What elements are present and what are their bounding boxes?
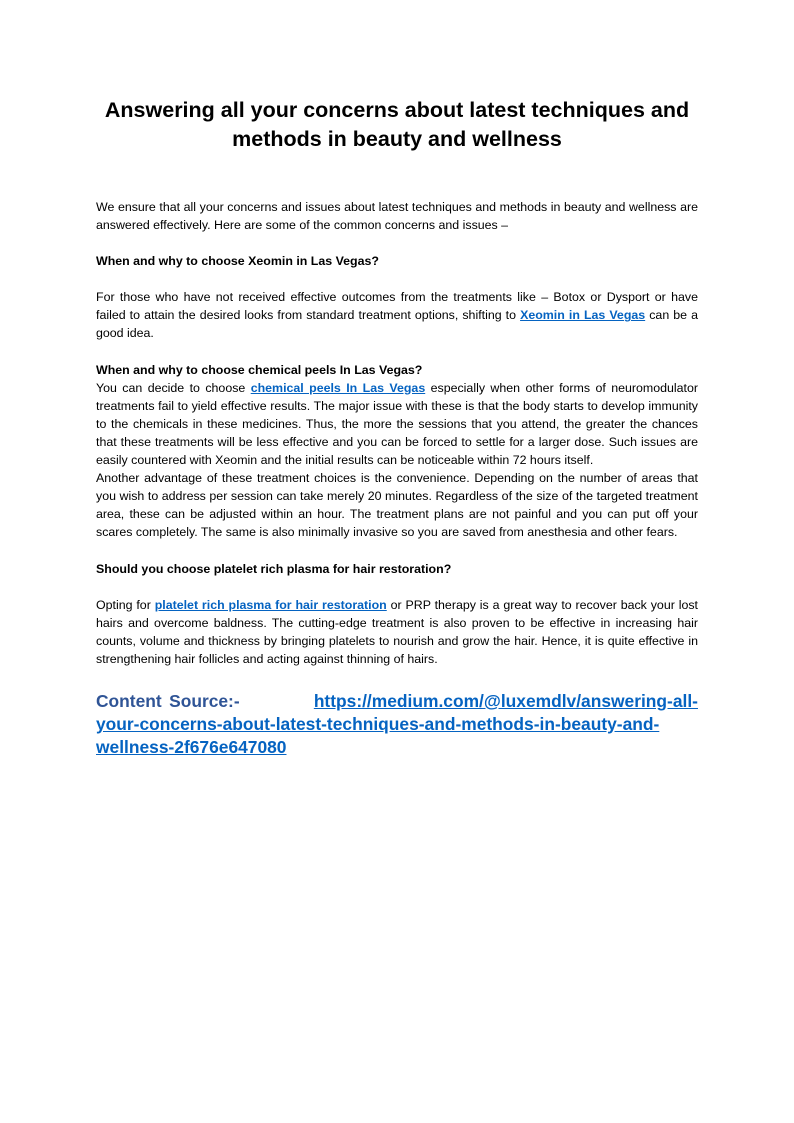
prp-link[interactable]: platelet rich plasma for hair restoration [154, 597, 387, 612]
xeomin-paragraph: For those who have not received effective outcomes from the treatments like – Botox or Dysport or have failed to attain the desired looks from standard treatment options, shifting to Xeomin in Las Vegas can be a good idea. [96, 290, 698, 341]
convenience-paragraph: Another advantage of these treatment choices is the convenience. Depending on the number of areas that you wish to address per session can take merely 20 minutes. Regardless of the size of the targeted treatment area, these can be adjusted within an hour. The treatment plans are not painful and you can put off your scares completely. The same is also minimally invasive so you are saved from anesthesia and other fears. [96, 471, 698, 540]
chemical-peels-link[interactable]: chemical peels In Las Vegas [250, 380, 426, 395]
prp-paragraph: Opting for platelet rich plasma for hair restoration or PRP therapy is a great way to recover back your lost hairs and overcome baldness. The cutting-edge treatment is also proven to be effective in increasing hair counts, volume and thickness by bringing platelets to nourish and grow the hair. Hence, it is quite effective in strengthening hair follicles and acting against thinning of hairs. [96, 597, 698, 666]
intro-paragraph: We ensure that all your concerns and issues about latest techniques and methods in beauty and wellness are answered effectively. Here are some of the common concerns and issues – [96, 200, 698, 233]
content-source-label: Content Source:- [96, 690, 240, 711]
section-heading-xeomin: When and why to choose Xeomin in Las Vegas? [96, 254, 379, 269]
document-page [96, 96, 698, 759]
xeomin-link[interactable]: Xeomin in Las Vegas [520, 308, 646, 323]
content-source [96, 690, 698, 759]
section-heading-chemical-peels: When and why to choose chemical peels In Las Vegas? [96, 362, 423, 377]
section-heading-prp: Should you choose platelet rich plasma for hair restoration? [96, 561, 452, 576]
content-source-link[interactable]: https://medium.com/@luxemdlv/answering-all-your-concerns-about-latest-techniques-and-methods-in-beauty-and-wellness-2f676e647080 [96, 690, 698, 757]
chemical-peels-paragraph: You can decide to choose chemical peels In Las Vegas especially when other forms of neuromodulator treatments fail to yield effective results. The major issue with these is that the body starts to develop immunity to the chemicals in these medicines. Thus, the more the sessions that you attend, the greater the chances that these treatments will be less effective and you can be forced to settle for a larger dose. Such issues are easily countered with Xeomin and the initial results can be noticeable within 72 hours itself. [96, 380, 698, 468]
page-title: Answering all your concerns about latest techniques and methods in beauty and wellness [104, 98, 690, 151]
